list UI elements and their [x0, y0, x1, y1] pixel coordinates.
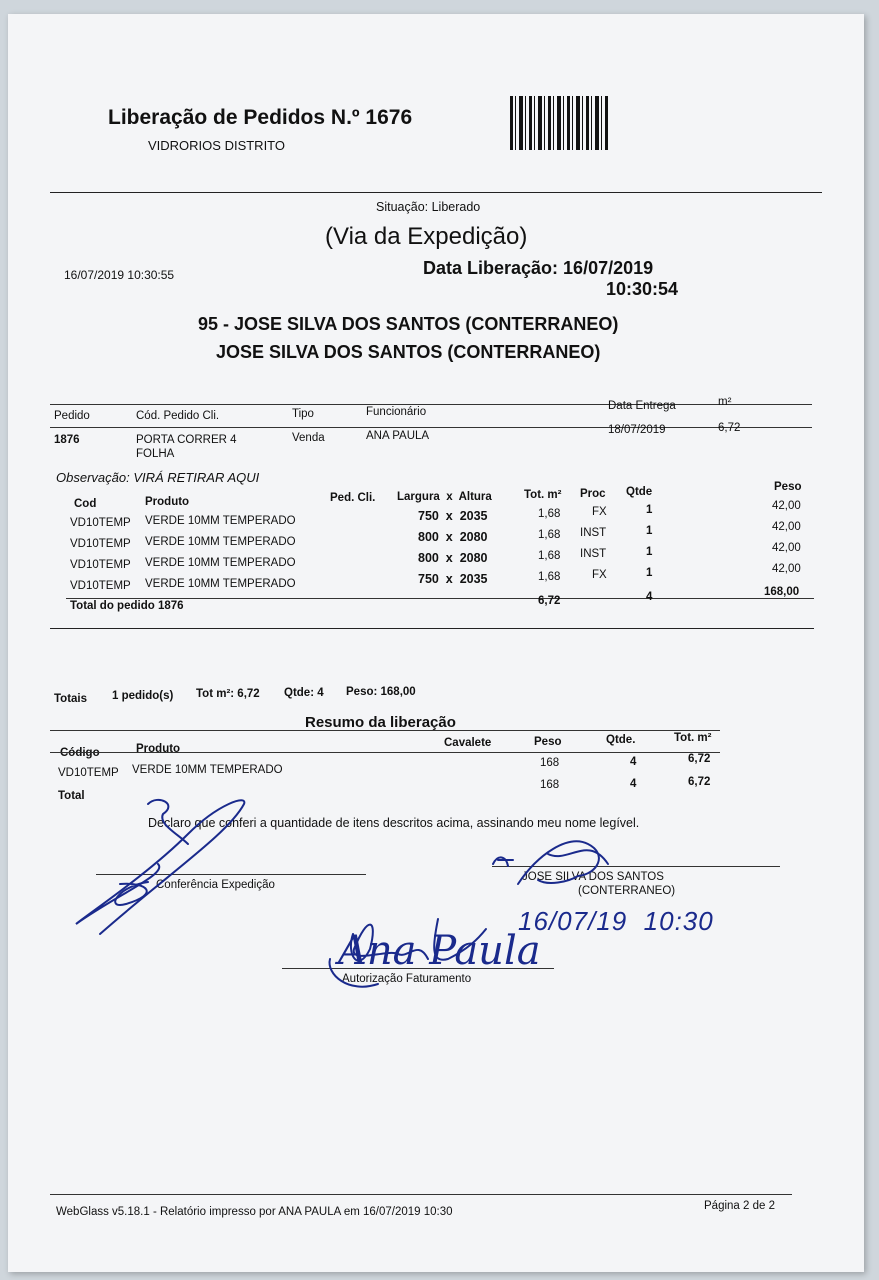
resumo-col-peso: Peso [534, 736, 562, 748]
report-title: Liberação de Pedidos N.º 1676 [108, 106, 413, 129]
item-produto: VERDE 10MM TEMPERADO [145, 557, 296, 569]
items-col-tot-m2: Tot. m² [524, 489, 562, 501]
resumo-total-tot-m2: 6,72 [688, 776, 711, 788]
signature-line-conferencia [96, 874, 366, 875]
handwritten-name: Ana Paula [338, 928, 541, 974]
divider [50, 752, 720, 753]
resumo-total-peso: 168 [540, 779, 560, 791]
order-data-entrega: 18/07/2019 [608, 424, 666, 436]
client-line-1: 95 - JOSE SILVA DOS SANTOS (CONTERRANEO) [198, 314, 619, 334]
document-page [8, 14, 864, 1272]
col-cod-pedido-cli: Cód. Pedido Cli. [136, 410, 220, 422]
totais-label: Totais [54, 693, 88, 705]
items-col-produto: Produto [145, 496, 190, 508]
order-funcionario: ANA PAULA [366, 430, 430, 442]
data-liberacao-time: 10:30:54 [606, 279, 679, 299]
totais-qtde: Qtde: 4 [284, 687, 324, 699]
print-datetime: 16/07/2019 10:30:55 [64, 268, 175, 282]
total-qtde: 4 [646, 591, 653, 603]
footer-divider [50, 1194, 792, 1195]
divider [50, 192, 822, 193]
divider [50, 427, 812, 428]
totais-peso: Peso: 168,00 [346, 686, 416, 698]
item-tot: 1,68 [538, 529, 561, 541]
declaration: Declaro que conferi a quantidade de itens descritos acima, assinando meu nome legível. [148, 816, 640, 830]
client-signature-line1: JOSE SILVA DOS SANTOS [522, 871, 664, 883]
order-pedido: 1876 [54, 434, 80, 446]
total-pedido-label: Total do pedido 1876 [70, 600, 184, 612]
item-proc: INST [580, 548, 607, 560]
item-qtde: 1 [646, 546, 653, 558]
resumo-peso: 168 [540, 757, 560, 769]
resumo-col-codigo: Código [60, 747, 100, 759]
resumo-col-produto: Produto [136, 743, 181, 755]
item-tot: 1,68 [538, 550, 561, 562]
item-proc: FX [592, 569, 607, 581]
page-number: Página 2 de 2 [704, 1200, 775, 1212]
signature-line-client [492, 866, 780, 867]
client-signature-line2: (CONTERRANEO) [578, 885, 676, 897]
item-tot: 1,68 [538, 508, 561, 520]
order-cod-line1: PORTA CORRER 4 [136, 434, 237, 446]
items-col-cod: Cod [74, 498, 97, 510]
item-produto: VERDE 10MM TEMPERADO [145, 515, 296, 527]
data-liberacao: Data Liberação: 16/07/2019 [423, 258, 654, 278]
resumo-tot-m2: 6,72 [688, 753, 711, 765]
items-col-qtde: Qtde [626, 486, 653, 498]
client-line-2: JOSE SILVA DOS SANTOS (CONTERRANEO) [216, 342, 601, 362]
resumo-qtde: 4 [630, 756, 637, 768]
item-cod: VD10TEMP [70, 538, 131, 550]
divider [50, 730, 720, 731]
item-qtde: 1 [646, 504, 653, 516]
item-peso: 42,00 [772, 500, 801, 512]
item-cod: VD10TEMP [70, 559, 131, 571]
col-funcionario: Funcionário [366, 406, 427, 418]
item-peso: 42,00 [772, 521, 801, 533]
handwritten-date: 16/07/19 10:30 [518, 906, 714, 936]
resumo-col-cavalete: Cavalete [444, 737, 492, 749]
item-proc: FX [592, 506, 607, 518]
items-col-peso: Peso [774, 481, 802, 493]
item-produto: VERDE 10MM TEMPERADO [145, 578, 296, 590]
col-pedido: Pedido [54, 410, 90, 422]
item-proc: INST [580, 527, 607, 539]
resumo-codigo: VD10TEMP [58, 767, 119, 779]
items-col-ped-cli: Ped. Cli. [330, 492, 376, 504]
conferencia-label: Conferência Expedição [156, 879, 275, 891]
divider [66, 598, 814, 599]
resumo-col-qtde: Qtde. [606, 734, 636, 746]
autorizacao-label: Autorização Faturamento [342, 973, 472, 985]
resumo-col-tot-m2: Tot. m² [674, 732, 712, 744]
col-data-entrega: Data Entrega [608, 400, 676, 412]
order-tipo: Venda [292, 432, 325, 444]
items-col-largura-altura: Largura x Altura [397, 491, 492, 503]
item-cod: VD10TEMP [70, 517, 131, 529]
item-produto: VERDE 10MM TEMPERADO [145, 536, 296, 548]
resumo-total-qtde: 4 [630, 778, 637, 790]
barcode-icon [510, 96, 610, 150]
order-cod-line2: FOLHA [136, 448, 175, 460]
item-qtde: 1 [646, 567, 653, 579]
company-name: VIDRORIOS DISTRITO [148, 138, 285, 153]
divider [50, 628, 814, 629]
item-peso: 42,00 [772, 563, 801, 575]
totais-m2: Tot m²: 6,72 [196, 688, 260, 700]
col-tipo: Tipo [292, 408, 314, 420]
item-dim: 750 x 2035 [418, 509, 488, 523]
footer-left: WebGlass v5.18.1 - Relatório impresso por ANA PAULA em 16/07/2019 10:30 [56, 1206, 453, 1218]
order-m2: 6,72 [718, 422, 741, 434]
item-cod: VD10TEMP [70, 580, 131, 592]
item-tot: 1,68 [538, 571, 561, 583]
totais-pedidos: 1 pedido(s) [112, 690, 174, 702]
item-dim: 800 x 2080 [418, 551, 488, 565]
situacao: Situação: Liberado [376, 200, 481, 214]
item-dim: 750 x 2035 [418, 572, 488, 586]
item-qtde: 1 [646, 525, 653, 537]
total-peso: 168,00 [764, 586, 800, 598]
observacao: Observação: VIRÁ RETIRAR AQUI [56, 470, 260, 485]
resumo-produto: VERDE 10MM TEMPERADO [132, 764, 283, 776]
resumo-title: Resumo da liberação [305, 714, 456, 731]
divider [50, 404, 812, 405]
total-m2: 6,72 [538, 595, 561, 607]
col-m2: m² [718, 396, 732, 408]
resumo-total-label: Total [58, 790, 85, 802]
signature-line-autorizacao [282, 968, 554, 969]
item-dim: 800 x 2080 [418, 530, 488, 544]
via-label: (Via da Expedição) [325, 223, 528, 250]
items-col-proc: Proc [580, 488, 606, 500]
item-peso: 42,00 [772, 542, 801, 554]
